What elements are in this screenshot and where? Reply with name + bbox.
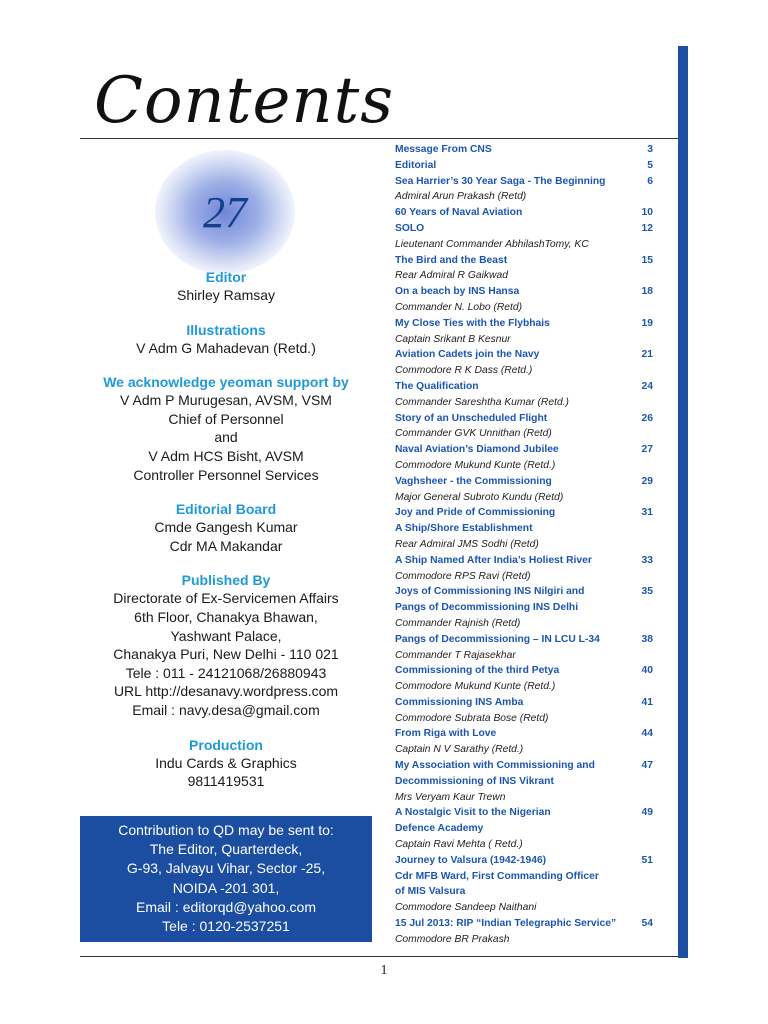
toc-entry-page: 27 bbox=[641, 444, 653, 456]
toc-entry-page: 18 bbox=[641, 286, 653, 298]
credit-line: Chief of Personnel bbox=[168, 410, 284, 427]
toc-entry[interactable] bbox=[395, 221, 653, 237]
toc-entry[interactable] bbox=[395, 474, 653, 490]
credit-line: Indu Cards & Graphics bbox=[155, 754, 297, 771]
toc-entry-author: Mrs Veryam Kaur Trewn bbox=[395, 791, 506, 803]
toc-entry-title[interactable]: The Bird and the Beast bbox=[395, 254, 508, 266]
toc-entry-title[interactable]: SOLO bbox=[395, 222, 425, 234]
credit-line: Cdr MA Makandar bbox=[169, 537, 283, 554]
toc-entry[interactable] bbox=[395, 442, 653, 458]
side-accent-bar bbox=[678, 46, 688, 958]
toc-entry-author: Lieutenant Commander AbhilashTomy, KC bbox=[395, 238, 589, 250]
toc-entry[interactable] bbox=[395, 884, 653, 900]
issue-number: 27 bbox=[203, 187, 247, 237]
toc-entry-author: Commander N. Lobo (Retd) bbox=[395, 301, 523, 313]
toc-entry-title[interactable]: of MIS Valsura bbox=[395, 886, 466, 898]
toc-entry-page: 21 bbox=[641, 349, 653, 361]
credit-line: Email : navy.desa@gmail.com bbox=[132, 701, 320, 718]
page-number: 1 bbox=[380, 963, 388, 978]
contact-line: Contribution to QD may be sent to: bbox=[118, 822, 334, 838]
toc-entry-page: 5 bbox=[647, 159, 653, 171]
credit-line: V Adm G Mahadevan (Retd.) bbox=[136, 339, 316, 356]
table-of-contents bbox=[395, 142, 653, 948]
toc-entry-author: Commander Sareshtha Kumar (Retd.) bbox=[395, 396, 569, 408]
contact-line: G-93, Jalvayu Vihar, Sector -25, bbox=[126, 860, 326, 877]
toc-entry-page: 33 bbox=[641, 554, 653, 566]
toc-entry-title[interactable]: The Qualification bbox=[395, 380, 479, 392]
toc-entry-title[interactable]: Aviation Cadets join the Navy bbox=[395, 349, 540, 361]
toc-entry-title[interactable]: Vaghsheer - the Commissioning bbox=[395, 475, 552, 487]
toc-entry-page: 24 bbox=[641, 380, 653, 392]
toc-entry[interactable] bbox=[395, 347, 653, 363]
credit-line: Tele : 011 - 24121068/26880943 bbox=[125, 664, 327, 681]
toc-entry-title[interactable]: Naval Aviation’s Diamond Jubilee bbox=[395, 444, 559, 456]
toc-entry[interactable] bbox=[395, 663, 653, 679]
contents-title: Contents bbox=[94, 64, 395, 138]
toc-entry[interactable] bbox=[395, 174, 653, 190]
toc-entry[interactable] bbox=[395, 553, 653, 569]
toc-entry-author: Commodore BR Prakash bbox=[395, 933, 510, 945]
toc-entry-page: 35 bbox=[641, 586, 653, 598]
credit-line: Cmde Gangesh Kumar bbox=[154, 519, 298, 536]
toc-entry-author: Rear Admiral JMS Sodhi (Retd) bbox=[395, 538, 539, 550]
toc-entry-author: Commodore Subrata Bose (Retd) bbox=[395, 712, 549, 724]
toc-entry-page: 41 bbox=[641, 696, 653, 708]
credit-block bbox=[80, 321, 372, 358]
credits-column bbox=[80, 268, 372, 807]
toc-entry-title[interactable]: Story of an Unscheduled Flight bbox=[395, 412, 548, 424]
toc-entry-title[interactable]: 60 Years of Naval Aviation bbox=[395, 207, 523, 219]
toc-entry[interactable] bbox=[395, 205, 653, 221]
credit-line: and bbox=[214, 429, 238, 446]
footer-divider bbox=[80, 956, 678, 957]
toc-entry-page: 12 bbox=[641, 222, 653, 234]
toc-entry-author: Captain Srikant B Kesnur bbox=[395, 333, 511, 345]
contact-box bbox=[80, 816, 372, 942]
toc-entry-title[interactable]: A Ship/Shore Establishment bbox=[395, 523, 533, 535]
toc-entry-title[interactable]: A Nostalgic Visit to the Nigerian bbox=[395, 807, 551, 819]
toc-entry-author: Major General Subroto Kundu (Retd) bbox=[395, 491, 564, 503]
credit-heading: Production bbox=[189, 736, 263, 753]
credit-line: Controller Personnel Services bbox=[133, 466, 319, 483]
credit-heading: Editor bbox=[205, 269, 247, 285]
toc-entry-title[interactable]: From Riga with Love bbox=[395, 728, 497, 740]
toc-entry[interactable] bbox=[395, 158, 653, 174]
credit-line: Yashwant Palace, bbox=[170, 627, 282, 644]
toc-entry-title[interactable]: Editorial bbox=[395, 159, 437, 171]
toc-entry[interactable] bbox=[395, 505, 653, 521]
toc-entry-author: Rear Admiral R Gaikwad bbox=[395, 270, 508, 282]
toc-entry-title[interactable]: Journey to Valsura (1942-1946) bbox=[395, 854, 547, 866]
toc-entry-page: 26 bbox=[641, 412, 653, 424]
toc-entry[interactable] bbox=[395, 726, 653, 742]
toc-entry-title[interactable]: Joys of Commissioning INS Nilgiri and bbox=[395, 586, 585, 598]
toc-entry-page: 44 bbox=[641, 728, 653, 740]
toc-entry-page: 15 bbox=[641, 254, 653, 266]
toc-entry-author: Captain Ravi Mehta ( Retd.) bbox=[395, 839, 523, 851]
credit-block bbox=[80, 571, 372, 719]
toc-entry[interactable] bbox=[395, 821, 653, 837]
toc-entry-title[interactable]: Decommissioning of INS Vikrant bbox=[395, 775, 554, 787]
credit-heading: Published By bbox=[181, 572, 271, 589]
credit-heading: Illustrations bbox=[186, 321, 266, 338]
contact-line: The Editor, Quarterdeck, bbox=[149, 841, 303, 858]
credit-heading: We acknowledge yeoman support by bbox=[103, 374, 349, 391]
toc-entry-page: 40 bbox=[641, 665, 653, 677]
toc-entry[interactable] bbox=[395, 600, 653, 616]
toc-entry-author: Commodore Mukund Kunte (Retd.) bbox=[395, 681, 556, 693]
toc-entry-title[interactable]: Commissioning INS Amba bbox=[395, 696, 524, 708]
toc-entry[interactable] bbox=[395, 758, 653, 774]
credit-line: 6th Floor, Chanakya Bhawan, bbox=[134, 608, 318, 625]
toc-entry-title[interactable]: A Ship Named After India’s Holiest River bbox=[395, 554, 592, 566]
toc-entry-title[interactable]: Sea Harrier’s 30 Year Saga - The Beginning bbox=[395, 175, 606, 187]
toc-entry-title[interactable]: Pangs of Decommissioning – IN LCU L-34 bbox=[395, 633, 600, 645]
toc-entry[interactable] bbox=[395, 695, 653, 711]
toc-entry-page: 19 bbox=[641, 317, 653, 329]
credit-block bbox=[80, 268, 372, 305]
issue-badge bbox=[155, 150, 295, 274]
toc-entry[interactable] bbox=[395, 521, 653, 537]
toc-entry-title[interactable]: Defence Academy bbox=[395, 823, 484, 835]
credit-line: Shirley Ramsay bbox=[176, 287, 276, 303]
credit-line: 9811419531 bbox=[187, 773, 265, 790]
toc-entry-author: Commander GVK Unnithan (Retd) bbox=[395, 428, 552, 440]
toc-entry-page: 6 bbox=[647, 175, 653, 187]
toc-entry-page: 47 bbox=[641, 760, 653, 772]
toc-entry-title[interactable]: Message From CNS bbox=[395, 144, 492, 155]
toc-entry-title[interactable]: Joy and Pride of Commissioning bbox=[395, 507, 556, 519]
toc-entry-title[interactable]: Commissioning of the third Petya bbox=[395, 665, 560, 677]
toc-entry-page: 49 bbox=[641, 807, 653, 819]
toc-entry[interactable] bbox=[395, 584, 653, 600]
toc-entry-title[interactable]: My Close Ties with the Flybhais bbox=[395, 317, 550, 329]
toc-entry-title[interactable]: Pangs of Decommissioning INS Delhi bbox=[395, 602, 579, 614]
toc-entry-page: 3 bbox=[647, 144, 653, 155]
credit-block bbox=[80, 736, 372, 791]
toc-entry[interactable] bbox=[395, 379, 653, 395]
toc-entry-page: 10 bbox=[641, 207, 653, 219]
credit-line: Chanakya Puri, New Delhi - 110 021 bbox=[113, 646, 339, 663]
toc-entry-title[interactable]: On a beach by INS Hansa bbox=[395, 286, 520, 298]
toc-entry[interactable] bbox=[395, 142, 653, 158]
toc-entry-title[interactable]: Cdr MFB Ward, First Commanding Officer bbox=[395, 870, 599, 882]
toc-entry-author: Commodore Mukund Kunte (Retd.) bbox=[395, 459, 556, 471]
toc-entry-page: 31 bbox=[641, 507, 653, 519]
toc-entry-title[interactable]: My Association with Commissioning and bbox=[395, 760, 595, 772]
credit-heading: Editorial Board bbox=[175, 501, 277, 518]
credit-line: V Adm HCS Bisht, AVSM bbox=[148, 447, 304, 464]
toc-entry-page: 29 bbox=[641, 475, 653, 487]
toc-entry[interactable] bbox=[395, 284, 653, 300]
toc-entry[interactable] bbox=[395, 853, 653, 869]
toc-entry-author: Commodore Sandeep Naithani bbox=[395, 902, 537, 914]
credit-line: Directorate of Ex-Servicemen Affairs bbox=[113, 590, 339, 607]
toc-entry[interactable] bbox=[395, 869, 653, 885]
toc-entry-author: Commander Rajnish (Retd) bbox=[395, 617, 521, 629]
toc-entry-author: Captain N V Sarathy (Retd.) bbox=[395, 744, 524, 756]
toc-entry[interactable] bbox=[395, 805, 653, 821]
contact-line: Email : editorqd@yahoo.com bbox=[136, 898, 316, 915]
toc-entry[interactable] bbox=[395, 774, 653, 790]
toc-entry-author: Admiral Arun Prakash (Retd) bbox=[395, 191, 527, 203]
toc-entry-page: 54 bbox=[641, 918, 653, 930]
toc-entry[interactable] bbox=[395, 916, 653, 932]
toc-entry[interactable] bbox=[395, 253, 653, 269]
credit-block bbox=[80, 373, 372, 484]
contact-line: NOIDA -201 301, bbox=[172, 879, 280, 896]
toc-entry-author: Commander T Rajasekhar bbox=[395, 649, 516, 661]
toc-entry-author: Commodore R K Dass (Retd.) bbox=[395, 365, 533, 377]
toc-entry[interactable] bbox=[395, 316, 653, 332]
contact-line: Tele : 0120-2537251 bbox=[162, 918, 290, 935]
toc-entry[interactable] bbox=[395, 411, 653, 427]
credit-block bbox=[80, 500, 372, 555]
toc-entry-page: 51 bbox=[641, 854, 653, 866]
title-divider bbox=[80, 138, 678, 139]
toc-entry-title[interactable]: 15 Jul 2013: RIP “Indian Telegraphic Service” bbox=[395, 918, 617, 930]
toc-entry[interactable] bbox=[395, 632, 653, 648]
toc-entry-author: Commodore RPS Ravi (Retd) bbox=[395, 570, 531, 582]
toc-entry-page: 38 bbox=[641, 633, 653, 645]
credit-line: URL http://desanavy.wordpress.com bbox=[113, 683, 339, 700]
credit-line: V Adm P Murugesan, AVSM, VSM bbox=[120, 392, 332, 409]
